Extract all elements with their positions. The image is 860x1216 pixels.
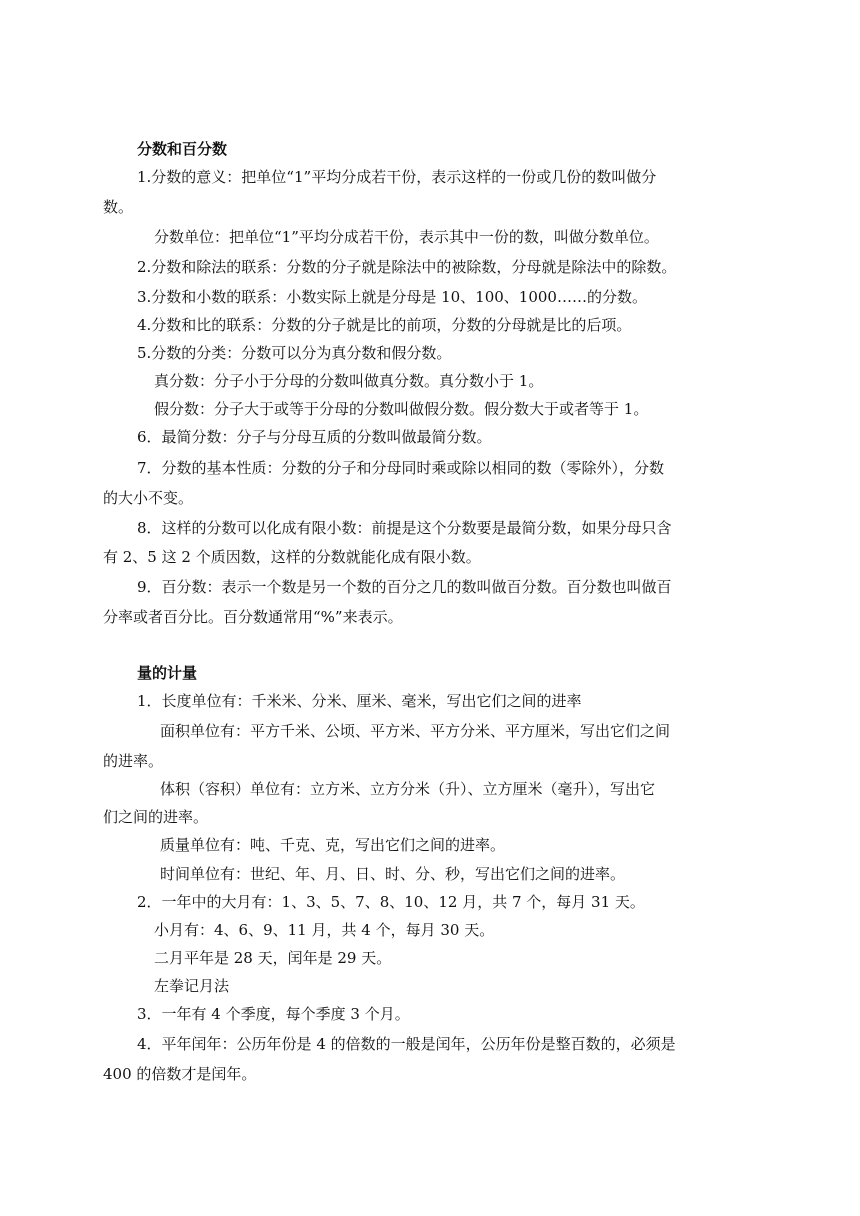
paragraph-line: 有 2、5 这 2 个质因数，这样的分数就能化成有限小数。	[103, 548, 481, 566]
paragraph-line: 7．分数的基本性质：分数的分子和分母同时乘或除以相同的数（零除外），分数	[137, 459, 665, 477]
paragraph-line: 3.分数和小数的联系：小数实际上就是分母是 10、100、1000……的分数。	[137, 288, 647, 306]
paragraph-line: 体积（容积）单位有：立方米、立方分米（升）、立方厘米（毫升），写出它	[160, 780, 656, 798]
paragraph-line: 真分数：分子小于分母的分数叫做真分数。真分数小于 1。	[154, 372, 544, 390]
paragraph-line: 分数单位：把单位“1”平均分成若干份，表示其中一份的数，叫做分数单位。	[154, 228, 659, 246]
paragraph-line: 假分数：分子大于或等于分母的分数叫做假分数。假分数大于或者等于 1。	[154, 400, 649, 418]
paragraph-line: 3．一年有 4 个季度，每个季度 3 个月。	[137, 1005, 410, 1023]
paragraph-line: 2.分数和除法的联系：分数的分子就是除法中的被除数，分母就是除法中的除数。	[137, 258, 677, 276]
paragraph-line: 400 的倍数才是闰年。	[103, 1065, 257, 1083]
paragraph-line: 二月平年是 28 天，闰年是 29 天。	[154, 949, 392, 967]
paragraph-line: 时间单位有：世纪、年、月、日、时、分、秒，写出它们之间的进率。	[160, 865, 626, 883]
paragraph-line: 1.分数的意义：把单位“1”平均分成若干份，表示这样的一份或几份的数叫做分	[137, 168, 657, 186]
paragraph-line: 4．平年闰年：公历年份是 4 的倍数的一般是闰年，公历年份是整百数的，必须是	[137, 1035, 676, 1053]
paragraph-line: 小月有：4、6、9、11 月，共 4 个，每月 30 天。	[154, 921, 495, 939]
paragraph-line: 9．百分数：表示一个数是另一个数的百分之几的数叫做百分数。百分数也叫做百	[137, 578, 672, 596]
paragraph-line: 数。	[103, 198, 134, 216]
paragraph-line: 质量单位有：吨、千克、克，写出它们之间的进率。	[160, 836, 506, 854]
paragraph-line: 1．长度单位有：千米米、分米、厘米、毫米，写出它们之间的进率	[137, 692, 582, 710]
paragraph-line: 分率或者百分比。百分数通常用“%”来表示。	[103, 608, 403, 626]
paragraph-line: 们之间的进率。	[103, 808, 209, 826]
paragraph-line: 的大小不变。	[103, 489, 194, 507]
paragraph-line: 面积单位有：平方千米、公顷、平方米、平方分米、平方厘米，写出它们之间	[160, 722, 671, 740]
paragraph-line: 2．一年中的大月有：1、3、5、7、8、10、12 月，共 7 个，每月 31 天。	[137, 893, 645, 911]
section-heading: 量的计量	[137, 664, 198, 682]
paragraph-line: 4.分数和比的联系：分数的分子就是比的前项，分数的分母就是比的后项。	[137, 316, 632, 334]
paragraph-line: 左拳记月法	[154, 977, 230, 995]
paragraph-line: 的进率。	[103, 752, 164, 770]
paragraph-line: 6．最简分数：分子与分母互质的分数叫做最简分数。	[137, 428, 492, 446]
paragraph-line: 8．这样的分数可以化成有限小数：前提是这个分数要是最简分数，如果分母只含	[137, 519, 672, 537]
paragraph-line: 5.分数的分类：分数可以分为真分数和假分数。	[137, 344, 452, 362]
section-heading: 分数和百分数	[137, 140, 228, 158]
